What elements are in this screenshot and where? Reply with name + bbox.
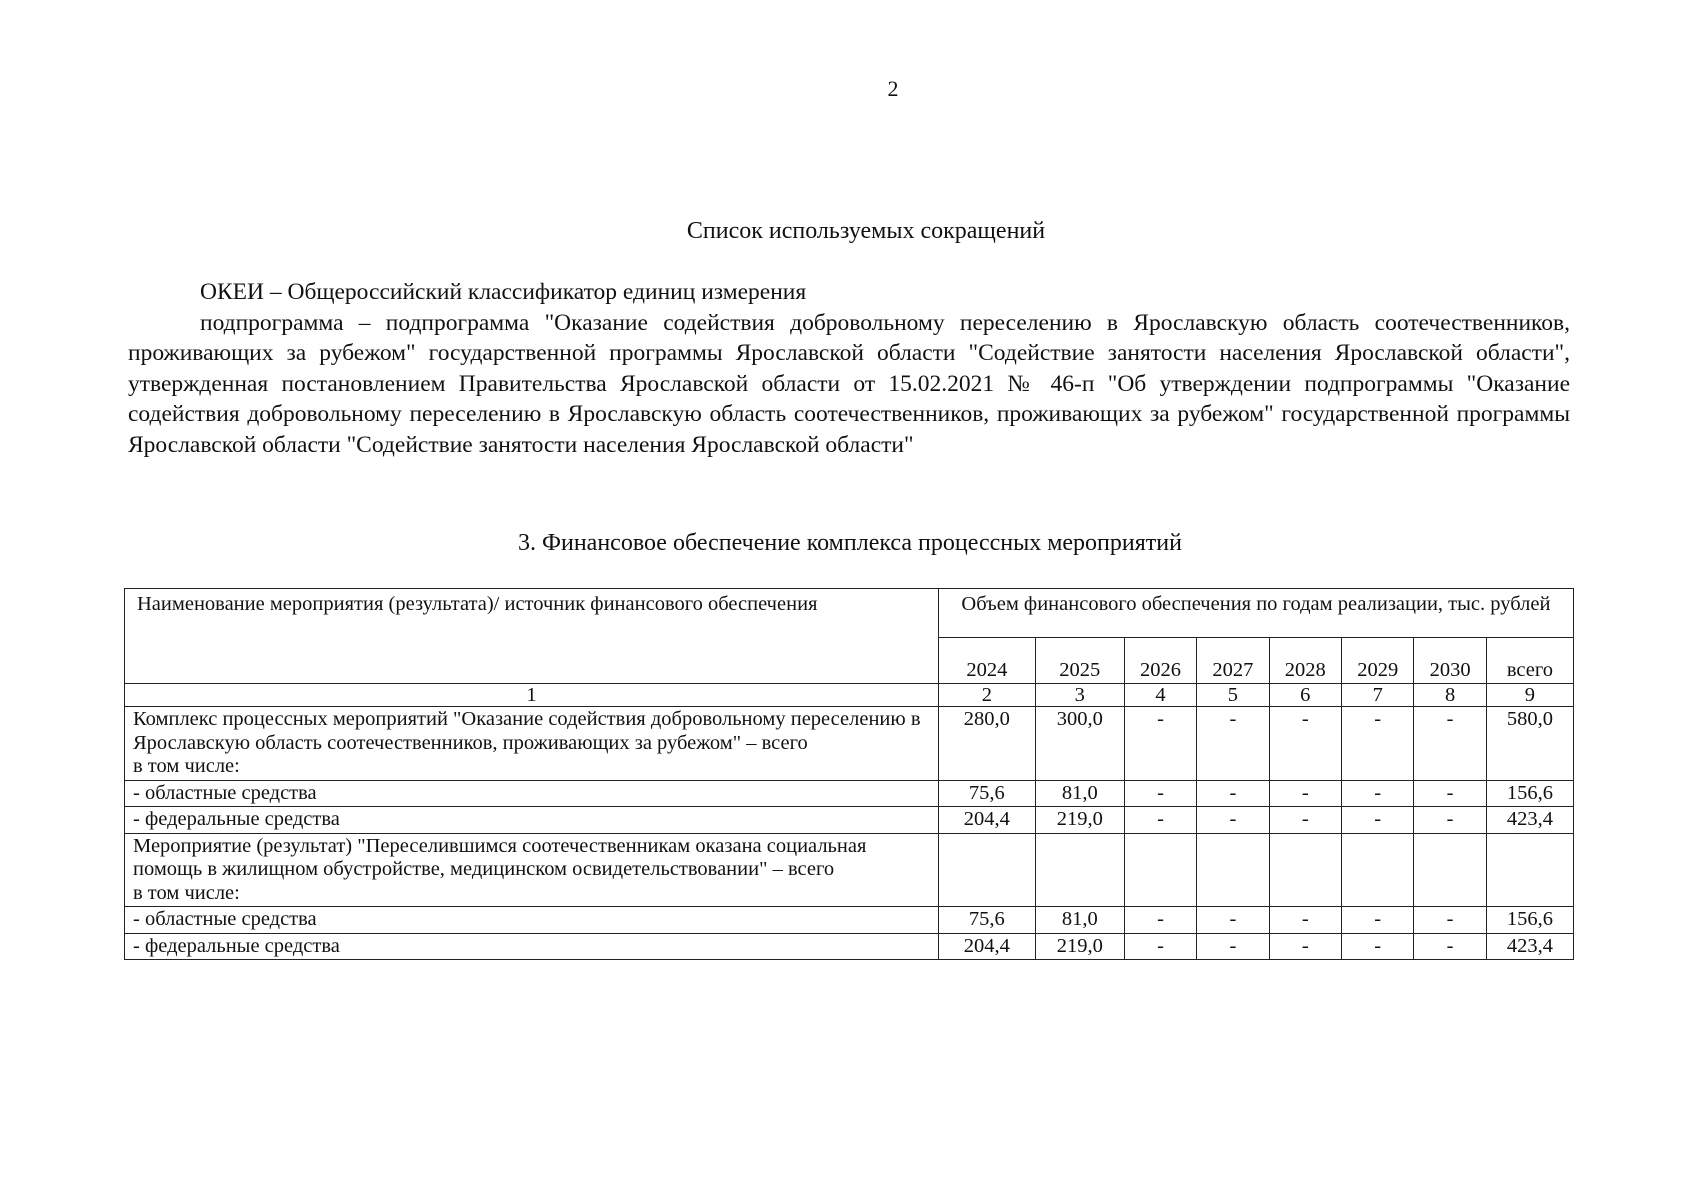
column-number-9: 9 <box>1486 684 1573 707</box>
row-value-2: 81,0 <box>1035 780 1124 807</box>
row-value-8: 423,4 <box>1486 933 1573 960</box>
row-value-1: 75,6 <box>938 907 1035 934</box>
row-value-2: 219,0 <box>1035 933 1124 960</box>
table-row <box>125 707 1574 781</box>
header-volume-cell: Объем финансового обеспечения по годам реализации, тыс. рублей <box>938 589 1573 638</box>
column-number-4: 4 <box>1124 684 1196 707</box>
row-label: - федеральные средства <box>125 933 939 960</box>
row-value-7: - <box>1414 780 1486 807</box>
row-value-5: - <box>1269 780 1341 807</box>
year-header-5: 2029 <box>1342 638 1414 684</box>
row-value-3: - <box>1124 807 1196 834</box>
row-value-6: - <box>1342 707 1414 781</box>
row-value-7 <box>1414 833 1486 907</box>
row-value-2: 81,0 <box>1035 907 1124 934</box>
column-numbers-row <box>125 684 1574 707</box>
row-value-3: - <box>1124 933 1196 960</box>
row-value-2: 300,0 <box>1035 707 1124 781</box>
column-number-5: 5 <box>1197 684 1269 707</box>
row-value-6 <box>1342 833 1414 907</box>
row-value-1: 204,4 <box>938 807 1035 834</box>
abbreviations-list <box>128 277 1570 460</box>
abbreviation-subprogram: подпрограмма – подпрограмма "Оказание содействия добровольному переселению в Ярославскую область соотечественников, проживающих за рубежом" государственной программы Ярославской области "Содействие занятости населения Ярославской области", утвержденная постановлением Правительства Ярославской области от 15.02.2021 № 46-п "Об утверждении подпрограммы "Оказание содействия добровольному переселению в Ярославскую область соотечественников, проживающих за рубежом" государственной программы Ярославской области "Содействие занятости населения Ярославской области" <box>128 309 1570 458</box>
row-value-6: - <box>1342 807 1414 834</box>
column-number-7: 7 <box>1342 684 1414 707</box>
abbreviations-title: Список используемых сокращений <box>686 218 1046 244</box>
row-value-3 <box>1124 833 1196 907</box>
row-value-5 <box>1269 833 1341 907</box>
row-value-7: - <box>1414 807 1486 834</box>
row-value-8 <box>1486 833 1573 907</box>
row-value-3: - <box>1124 780 1196 807</box>
finance-section-title: 3. Финансовое обеспечение комплекса процессных мероприятий <box>518 530 1182 556</box>
row-label: - областные средства <box>125 780 939 807</box>
row-value-5: - <box>1269 907 1341 934</box>
row-value-1: 204,4 <box>938 933 1035 960</box>
row-value-7: - <box>1414 707 1486 781</box>
column-number-8: 8 <box>1414 684 1486 707</box>
row-value-4: - <box>1197 933 1269 960</box>
row-label: Мероприятие (результат) "Переселившимся соотечественникам оказана социальная помощь в жилищном обустройстве, медицинском освидетельствовании" – всего в том числе: <box>125 833 939 907</box>
table-row <box>125 933 1574 960</box>
year-header-1: 2025 <box>1035 638 1124 684</box>
year-header-0: 2024 <box>938 638 1035 684</box>
row-value-4 <box>1197 833 1269 907</box>
year-header-2: 2026 <box>1124 638 1196 684</box>
row-label: Комплекс процессных мероприятий "Оказание содействия добровольному переселению в Ярославскую область соотечественников, проживающих за рубежом" – всего в том числе: <box>125 707 939 781</box>
table-row <box>125 780 1574 807</box>
row-value-1: 75,6 <box>938 780 1035 807</box>
table-header-row <box>125 589 1574 638</box>
row-value-5: - <box>1269 933 1341 960</box>
row-value-4: - <box>1197 780 1269 807</box>
row-value-8: 156,6 <box>1486 907 1573 934</box>
header-name-cell: Наименование мероприятия (результата)/ источник финансового обеспечения <box>125 589 939 684</box>
row-value-7: - <box>1414 907 1486 934</box>
column-number-6: 6 <box>1269 684 1341 707</box>
row-value-4: - <box>1197 807 1269 834</box>
table-row <box>125 807 1574 834</box>
column-number-2: 2 <box>938 684 1035 707</box>
row-value-8: 156,6 <box>1486 780 1573 807</box>
row-value-3: - <box>1124 707 1196 781</box>
column-number-3: 3 <box>1035 684 1124 707</box>
row-value-7: - <box>1414 933 1486 960</box>
row-value-6: - <box>1342 907 1414 934</box>
row-value-8: 423,4 <box>1486 807 1573 834</box>
row-value-6: - <box>1342 780 1414 807</box>
row-value-1 <box>938 833 1035 907</box>
row-value-5: - <box>1269 707 1341 781</box>
row-value-3: - <box>1124 907 1196 934</box>
row-value-8: 580,0 <box>1486 707 1573 781</box>
table-row <box>125 833 1574 907</box>
abbreviation-okei: ОКЕИ – Общероссийский классификатор единиц измерения <box>200 279 807 305</box>
row-value-4: - <box>1197 907 1269 934</box>
column-number-1: 1 <box>125 684 939 707</box>
row-label: - федеральные средства <box>125 807 939 834</box>
year-header-7: всего <box>1486 638 1573 684</box>
table-row <box>125 907 1574 934</box>
year-header-3: 2027 <box>1197 638 1269 684</box>
year-header-4: 2028 <box>1269 638 1341 684</box>
row-value-6: - <box>1342 933 1414 960</box>
row-label: - областные средства <box>125 907 939 934</box>
row-value-4: - <box>1197 707 1269 781</box>
finance-table <box>124 588 1574 960</box>
row-value-2 <box>1035 833 1124 907</box>
row-value-2: 219,0 <box>1035 807 1124 834</box>
row-value-1: 280,0 <box>938 707 1035 781</box>
year-header-6: 2030 <box>1414 638 1486 684</box>
page-number: 2 <box>887 76 899 101</box>
row-value-5: - <box>1269 807 1341 834</box>
